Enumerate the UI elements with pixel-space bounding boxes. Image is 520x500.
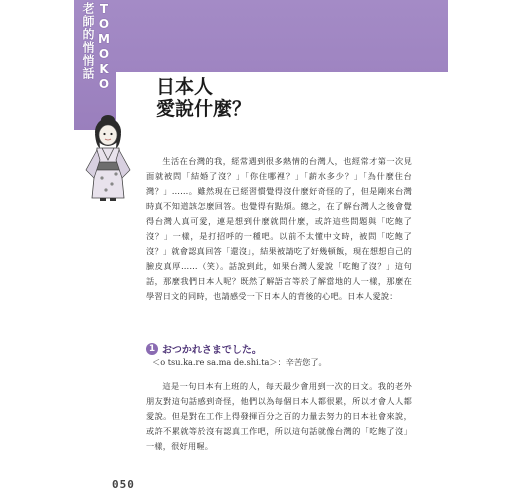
phrase-japanese: おつかれさまでした。	[162, 345, 262, 356]
intro-text	[146, 154, 412, 304]
phrase-number-badge: 1	[146, 343, 158, 355]
phrase-explanation-paragraph: 這是一句日本有上班的人，每天最少會用到一次的日文。我的老外朋友對這句話感到奇怪，他們以為每個日本人都很累，所以才會人人都愛說。但是對在工作上得發揮百分之百的力量去努力的日本社會來說，或許不累就等於沒有認真工作吧，所以這句話就像台灣的「吃飽了沒」一樣，很好用喔。	[146, 381, 412, 451]
page-title-line1: 日本人	[156, 76, 214, 98]
phrase-romaji: ＜o tsu.ka.re sa.ma de.shi.ta＞：辛苦您了。	[152, 357, 327, 367]
kimono-woman-illustration	[80, 112, 136, 202]
phrase-explanation	[146, 379, 412, 454]
column-title	[78, 2, 114, 118]
column-title-line2: 老師的悄悄話	[81, 2, 95, 80]
column-title-line1: TOMOKO	[97, 2, 111, 92]
kimono-woman-icon	[80, 112, 136, 202]
page-title	[156, 76, 251, 120]
phrase-heading	[146, 341, 262, 356]
page-number: 050	[112, 478, 135, 491]
intro-paragraph: 生活在台灣的我，經常遇到很多熱情的台灣人，也經常才第一次見面就被問「結婚了沒？」「你住哪裡？」「薪水多少？」「為什麼住台灣？」……。雖然現在已經習慣覺得沒什麼好奇怪的了，但是剛來台灣時真不知道該怎麼回答。也覺得有點煩。總之，在了解台灣人之後會覺得台灣人真可愛，連是想到什麼就問什麼，或許這些問題與「吃飽了沒？」一樣，是打招呼的一種吧。以前不太懂中文時，被問「吃飽了沒？」就會認真回答「還沒」，結果被請吃了好幾頓飯，現在想想自己的臉皮真厚……（笑）。話說到此，如果台灣人愛說「吃飽了沒？」這句話，那麼我們日本人呢？既然了解語言等於了解當地的人一樣，那麼在學習日文的同時，也請感受一下日本人的背後的心吧。日本人愛說：	[146, 156, 412, 301]
page-title-line2: 愛說什麼？	[156, 98, 252, 120]
